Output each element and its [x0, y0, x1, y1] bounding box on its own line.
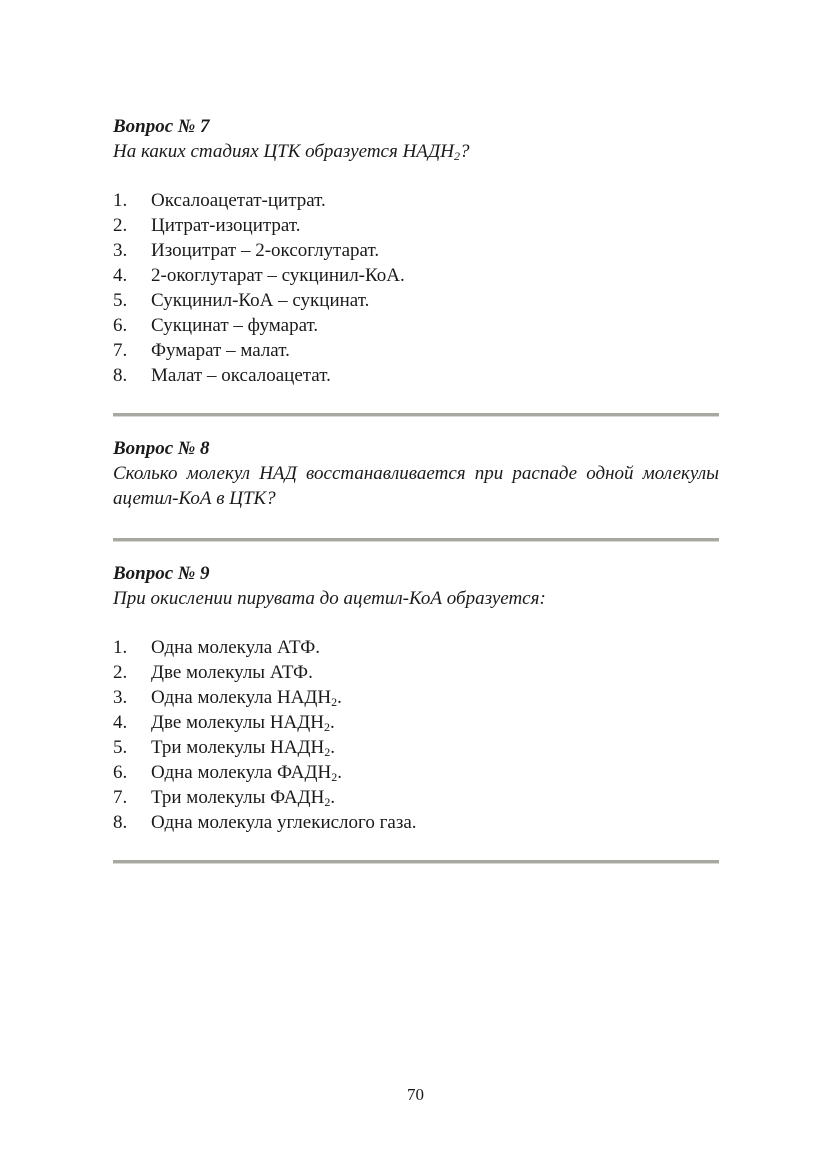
answer-text-main: Две молекулы НАДН — [151, 712, 324, 733]
answer-number: 4. — [113, 265, 128, 286]
answer-text — [151, 735, 719, 760]
answer-subscript: 2 — [331, 770, 338, 784]
answer-text-main: Одна молекула углекислого газа. — [151, 812, 417, 833]
answer-text-main: Одна молекула НАДН — [151, 687, 332, 708]
answer-number: 7. — [113, 340, 128, 361]
answer-text — [151, 263, 719, 288]
answer-subscript: 2 — [323, 720, 330, 734]
question-9-title: Вопрос № 9 — [113, 563, 210, 584]
answer-text-main: Одна молекула ФАДН — [151, 762, 332, 783]
answer-item — [113, 785, 719, 810]
answer-text-main: Три молекулы ФАДН — [151, 787, 325, 808]
answer-text-main: Одна молекула АТФ. — [151, 637, 320, 658]
answer-number: 2. — [113, 662, 128, 683]
answer-number: 5. — [113, 290, 128, 311]
answer-item — [113, 263, 719, 288]
question-7-title: Вопрос № 7 — [113, 116, 210, 137]
answer-text — [151, 213, 719, 238]
answer-item — [113, 810, 719, 835]
answer-text-main: Цитрат-изоцитрат. — [151, 215, 301, 236]
answer-number: 6. — [113, 315, 128, 336]
answer-number: 8. — [113, 812, 128, 833]
answer-text — [151, 363, 719, 388]
answer-item — [113, 635, 719, 660]
answer-text-main: Изоцитрат – 2-оксоглутарат. — [151, 240, 380, 261]
answer-item — [113, 188, 719, 213]
answer-subscript: 2 — [324, 745, 331, 759]
answer-text-main: Фумарат – малат. — [151, 340, 290, 361]
question-7-text-main: На каких стадиях ЦТК образуется НАДН — [113, 141, 454, 162]
answer-number: 6. — [113, 762, 128, 783]
answer-item — [113, 660, 719, 685]
answer-text-main: Малат – оксалоацетат. — [151, 365, 331, 386]
answer-item — [113, 710, 719, 735]
answer-text-tail: . — [337, 762, 342, 783]
answer-item — [113, 685, 719, 710]
answer-number: 3. — [113, 240, 128, 261]
answer-text — [151, 710, 719, 735]
answer-text — [151, 313, 719, 338]
answer-number: 4. — [113, 712, 128, 733]
answer-text-main: Оксалоацетат-цитрат. — [151, 190, 326, 211]
answer-item — [113, 338, 719, 363]
answer-text-tail: . — [330, 737, 335, 758]
answer-number: 5. — [113, 737, 128, 758]
question-7 — [113, 114, 719, 388]
answer-text — [151, 238, 719, 263]
answer-text-main: Три молекулы НАДН — [151, 737, 325, 758]
answer-text — [151, 660, 719, 685]
answer-text-tail: . — [329, 712, 335, 733]
section-divider — [113, 538, 719, 542]
answer-text — [151, 635, 719, 660]
answer-item — [113, 735, 719, 760]
question-8 — [113, 436, 719, 511]
question-9-answers — [113, 635, 719, 835]
question-8-title: Вопрос № 8 — [113, 438, 210, 459]
answer-number: 3. — [113, 687, 128, 708]
question-7-text — [113, 139, 719, 164]
answer-text — [151, 810, 719, 835]
answer-item — [113, 288, 719, 313]
answer-text — [151, 188, 719, 213]
answer-text — [151, 760, 719, 785]
answer-text — [151, 785, 719, 810]
answer-item — [113, 760, 719, 785]
answer-item — [113, 313, 719, 338]
answer-number: 1. — [113, 190, 128, 211]
question-7-text-sub: 2 — [453, 149, 460, 163]
question-9-text: При окислении пирувата до ацетил-КоА образуется: — [113, 588, 546, 609]
answer-item — [113, 238, 719, 263]
question-7-answers — [113, 188, 719, 388]
answer-item — [113, 213, 719, 238]
answer-number: 1. — [113, 637, 128, 658]
answer-number: 7. — [113, 787, 128, 808]
page-number: 70 — [407, 1085, 424, 1104]
answer-text-main: Две молекулы АТФ. — [151, 662, 313, 683]
answer-text-main: Сукцинил-КоА – сукцинат. — [151, 290, 370, 311]
question-9 — [113, 561, 719, 835]
answer-text-main: Сукцинат – фумарат. — [151, 315, 319, 336]
answer-subscript: 2 — [324, 795, 331, 809]
answer-text-tail: . — [337, 687, 342, 708]
section-divider — [113, 860, 719, 864]
answer-item — [113, 363, 719, 388]
question-8-text: Сколько молекул НАД восстанавливается при распаде одной молекулы ацетил-КоА в ЦТК? — [113, 463, 719, 509]
answer-number: 2. — [113, 215, 128, 236]
answer-subscript: 2 — [331, 695, 338, 709]
question-7-text-tail: ? — [459, 141, 470, 162]
answer-text — [151, 338, 719, 363]
answer-text-main: 2-окоглутарат – сукцинил-КоА. — [151, 265, 405, 286]
answer-text-tail: . — [330, 787, 336, 808]
answer-text — [151, 288, 719, 313]
answer-text — [151, 685, 719, 710]
answer-number: 8. — [113, 365, 128, 386]
section-divider — [113, 413, 719, 417]
